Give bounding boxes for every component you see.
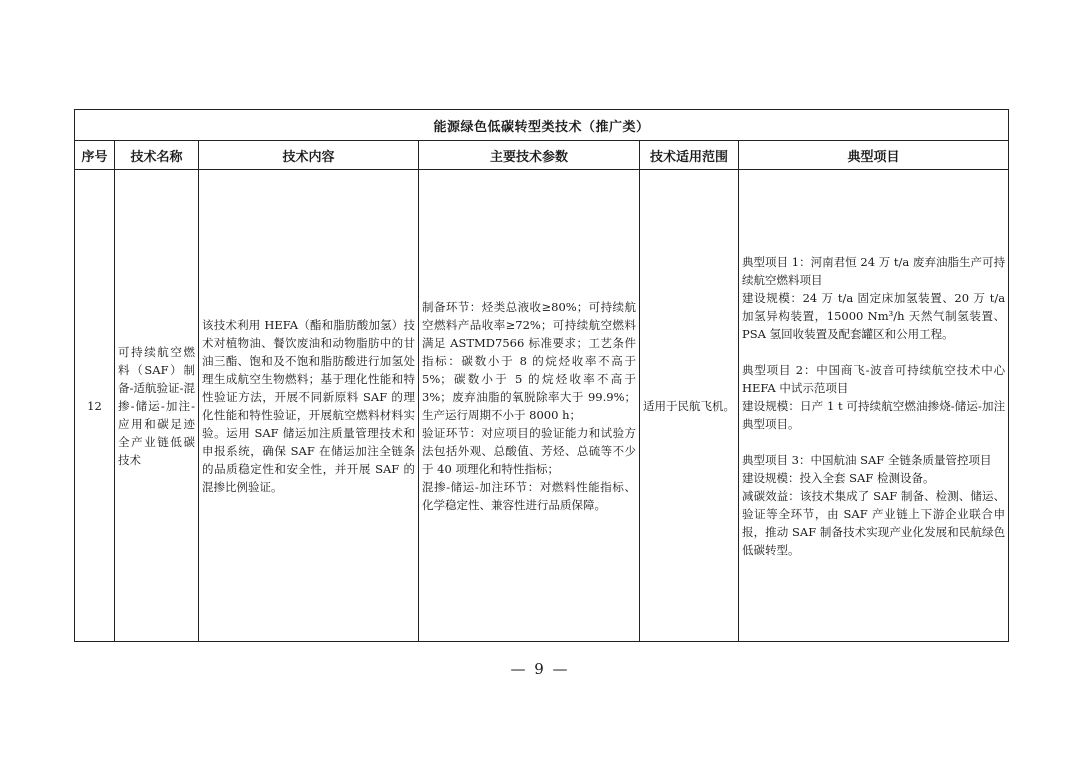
table-row: [75, 170, 1009, 642]
main-parameters-text: 制备环节：烃类总液收≥80%；可持续航空燃料产品收率≥72%；可持续航空燃料满足 ASTMD7566 标准要求；工艺条件指标：碳数小于 8 的烷烃收率不高于 5%；碳数小于 5 的烷烃收率不高于 3%；废弃油脂的氧脱除率大于 99.9%；生产运行周期不小于 8000 h； 验证环节：对应项目的验证能力和试验方法包括外观、总酸值、芳烃、总硫等不少于 40 项理化和特性指标； 混掺-储运-加注环节：对燃料性能指标、化学稳定性、兼容性进行品质保障。: [422, 299, 636, 512]
header-application-scope: 技术适用范围: [640, 141, 739, 170]
typical-projects-text: 典型项目 1：河南君恒 24 万 t/a 废弃油脂生产可持续航空燃料项目 建设规模：24 万 t/a 固定床加氢装置、20 万 t/a 加氢异构装置，15000 Nm³/h 天然气制氢装置、PSA 氢回收装置及配套罐区和公用工程。 典型项目 2：中国商飞-波音可持续航空技术中心 HEFA 中试示范项目 建设规模：日产 1 t 可持续航空燃油掺烧-储运-加注典型项目。 典型项目 3：中国航油 SAF 全链条质量管控项目 建设规模：投入全套 SAF 检测设备。 减碳效益：该技术集成了 SAF 制备、检测、储运、验证等全环节，由 SAF 产业链上下游企业联合申报，推动 SAF 制备技术实现产业化发展和民航绿色低碳转型。: [742, 254, 1006, 557]
header-technology-content: 技术内容: [199, 141, 419, 170]
cell-main-parameters: [419, 170, 640, 642]
cell-application-scope: [640, 170, 739, 642]
cell-technology-name: [115, 170, 199, 642]
header-technology-name: 技术名称: [115, 141, 199, 170]
header-typical-projects: 典型项目: [739, 141, 1009, 170]
header-main-parameters: 主要技术参数: [419, 141, 640, 170]
cell-typical-projects: [739, 170, 1009, 642]
application-scope-text: 适用于民航飞机。: [643, 398, 735, 413]
cell-technology-content: [199, 170, 419, 642]
document-page: [74, 109, 1008, 642]
cell-serial-number: 12: [75, 170, 115, 642]
page-number: — 9 —: [510, 660, 570, 678]
table-header-row: [75, 141, 1009, 170]
technology-table: [74, 109, 1009, 642]
technology-name-text: 可持续航空燃料（SAF）制备-适航验证-混掺-储运-加注-应用和碳足迹全产业链低碳技术: [118, 344, 195, 467]
header-serial-number: 序号: [75, 141, 115, 170]
table-title: 能源绿色低碳转型类技术（推广类）: [75, 110, 1009, 141]
technology-content-text: 该技术利用 HEFA（酯和脂肪酸加氢）技术对植物油、餐饮废油和动物脂肪中的甘油三酯、饱和及不饱和脂肪酸进行加氢处理生成航空生物燃料；基于理化性能和特性验证方法，开展不同新原料 SAF 的理化性能和特性验证，开展航空燃料材料实验。运用 SAF 储运加注质量管理技术和申报系统，确保 SAF 在储运加注全链条的品质稳定性和安全性，并开展 SAF 的混掺比例验证。: [202, 317, 415, 494]
